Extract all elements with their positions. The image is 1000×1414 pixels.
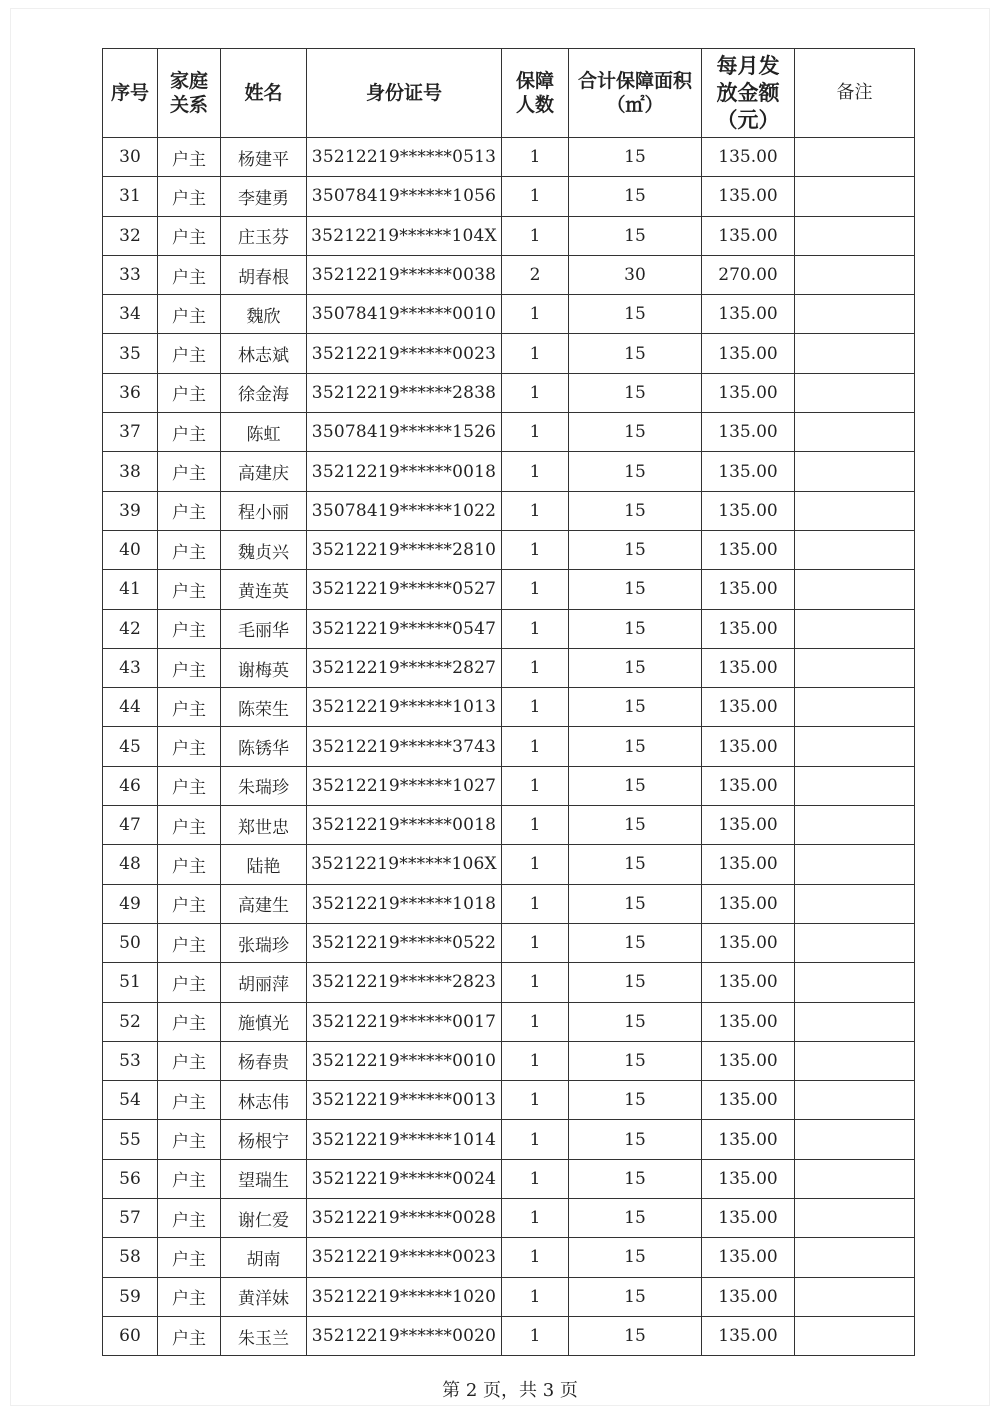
cell-name: 陈虹 bbox=[221, 413, 307, 452]
cell-family-relation: 户主 bbox=[158, 884, 221, 923]
cell-name: 施慎光 bbox=[221, 1002, 307, 1041]
cell-remarks bbox=[795, 923, 915, 962]
cell-monthly-amount: 135.00 bbox=[702, 845, 795, 884]
cell-persons: 1 bbox=[502, 334, 569, 373]
cell-index: 58 bbox=[103, 1238, 158, 1277]
cell-index: 59 bbox=[103, 1277, 158, 1316]
cell-id-number: 35212219******0547 bbox=[307, 609, 502, 648]
header-id-number: 身份证号 bbox=[307, 49, 502, 138]
cell-name: 杨春贵 bbox=[221, 1041, 307, 1080]
cell-family-relation: 户主 bbox=[158, 727, 221, 766]
cell-index: 38 bbox=[103, 452, 158, 491]
cell-index: 30 bbox=[103, 138, 158, 177]
cell-monthly-amount: 135.00 bbox=[702, 648, 795, 687]
cell-remarks bbox=[795, 334, 915, 373]
cell-index: 57 bbox=[103, 1199, 158, 1238]
cell-remarks bbox=[795, 766, 915, 805]
cell-id-number: 35212219******0023 bbox=[307, 334, 502, 373]
cell-index: 49 bbox=[103, 884, 158, 923]
cell-area: 15 bbox=[569, 295, 702, 334]
cell-monthly-amount: 135.00 bbox=[702, 570, 795, 609]
cell-index: 39 bbox=[103, 491, 158, 530]
header-area: 合计保障面积 （㎡） bbox=[569, 49, 702, 138]
table-row bbox=[103, 1002, 915, 1041]
cell-area: 15 bbox=[569, 727, 702, 766]
cell-family-relation: 户主 bbox=[158, 334, 221, 373]
cell-persons: 1 bbox=[502, 1199, 569, 1238]
cell-name: 林志斌 bbox=[221, 334, 307, 373]
cell-name: 魏欣 bbox=[221, 295, 307, 334]
cell-id-number: 35078419******0010 bbox=[307, 295, 502, 334]
cell-persons: 1 bbox=[502, 413, 569, 452]
cell-family-relation: 户主 bbox=[158, 688, 221, 727]
cell-index: 52 bbox=[103, 1002, 158, 1041]
cell-index: 56 bbox=[103, 1159, 158, 1198]
cell-area: 15 bbox=[569, 1199, 702, 1238]
cell-index: 60 bbox=[103, 1316, 158, 1355]
cell-id-number: 35212219******0527 bbox=[307, 570, 502, 609]
cell-id-number: 35212219******2838 bbox=[307, 373, 502, 412]
cell-area: 15 bbox=[569, 1159, 702, 1198]
cell-family-relation: 户主 bbox=[158, 530, 221, 569]
cell-id-number: 35212219******0024 bbox=[307, 1159, 502, 1198]
cell-area: 15 bbox=[569, 963, 702, 1002]
cell-index: 40 bbox=[103, 530, 158, 569]
cell-family-relation: 户主 bbox=[158, 648, 221, 687]
table-row bbox=[103, 255, 915, 294]
cell-persons: 1 bbox=[502, 1316, 569, 1355]
cell-id-number: 35212219******2827 bbox=[307, 648, 502, 687]
cell-persons: 1 bbox=[502, 806, 569, 845]
cell-monthly-amount: 135.00 bbox=[702, 963, 795, 1002]
cell-area: 15 bbox=[569, 1277, 702, 1316]
cell-name: 杨根宁 bbox=[221, 1120, 307, 1159]
cell-monthly-amount: 135.00 bbox=[702, 1238, 795, 1277]
cell-persons: 1 bbox=[502, 1081, 569, 1120]
table-row bbox=[103, 845, 915, 884]
cell-id-number: 35212219******0017 bbox=[307, 1002, 502, 1041]
cell-family-relation: 户主 bbox=[158, 177, 221, 216]
cell-id-number: 35212219******0522 bbox=[307, 923, 502, 962]
cell-area: 15 bbox=[569, 530, 702, 569]
cell-area: 15 bbox=[569, 216, 702, 255]
cell-monthly-amount: 135.00 bbox=[702, 452, 795, 491]
cell-name: 李建勇 bbox=[221, 177, 307, 216]
cell-id-number: 35212219******1018 bbox=[307, 884, 502, 923]
table-row bbox=[103, 648, 915, 687]
cell-name: 黄连英 bbox=[221, 570, 307, 609]
table-row bbox=[103, 1120, 915, 1159]
cell-monthly-amount: 135.00 bbox=[702, 177, 795, 216]
cell-name: 陈荣生 bbox=[221, 688, 307, 727]
cell-remarks bbox=[795, 1316, 915, 1355]
cell-persons: 1 bbox=[502, 1159, 569, 1198]
cell-id-number: 35212219******1013 bbox=[307, 688, 502, 727]
cell-monthly-amount: 135.00 bbox=[702, 884, 795, 923]
cell-id-number: 35212219******106X bbox=[307, 845, 502, 884]
cell-id-number: 35212219******0513 bbox=[307, 138, 502, 177]
cell-remarks bbox=[795, 1081, 915, 1120]
cell-area: 15 bbox=[569, 648, 702, 687]
cell-name: 徐金海 bbox=[221, 373, 307, 412]
cell-family-relation: 户主 bbox=[158, 1159, 221, 1198]
table-row bbox=[103, 1199, 915, 1238]
cell-remarks bbox=[795, 491, 915, 530]
cell-area: 15 bbox=[569, 845, 702, 884]
cell-family-relation: 户主 bbox=[158, 1120, 221, 1159]
cell-monthly-amount: 135.00 bbox=[702, 923, 795, 962]
cell-id-number: 35212219******1020 bbox=[307, 1277, 502, 1316]
cell-monthly-amount: 135.00 bbox=[702, 530, 795, 569]
cell-name: 朱玉兰 bbox=[221, 1316, 307, 1355]
cell-remarks bbox=[795, 295, 915, 334]
cell-id-number: 35212219******0023 bbox=[307, 1238, 502, 1277]
cell-index: 33 bbox=[103, 255, 158, 294]
cell-persons: 1 bbox=[502, 491, 569, 530]
cell-name: 谢梅英 bbox=[221, 648, 307, 687]
cell-index: 34 bbox=[103, 295, 158, 334]
header-remarks: 备注 bbox=[795, 49, 915, 138]
table-row bbox=[103, 177, 915, 216]
table-row bbox=[103, 334, 915, 373]
table-row bbox=[103, 1277, 915, 1316]
table-body bbox=[103, 138, 915, 1356]
cell-monthly-amount: 135.00 bbox=[702, 1041, 795, 1080]
cell-persons: 1 bbox=[502, 688, 569, 727]
cell-family-relation: 户主 bbox=[158, 845, 221, 884]
cell-monthly-amount: 135.00 bbox=[702, 1002, 795, 1041]
cell-name: 高建生 bbox=[221, 884, 307, 923]
table-row bbox=[103, 963, 915, 1002]
cell-persons: 1 bbox=[502, 845, 569, 884]
cell-area: 15 bbox=[569, 1081, 702, 1120]
cell-index: 48 bbox=[103, 845, 158, 884]
cell-persons: 1 bbox=[502, 138, 569, 177]
cell-area: 15 bbox=[569, 688, 702, 727]
cell-remarks bbox=[795, 1041, 915, 1080]
cell-family-relation: 户主 bbox=[158, 452, 221, 491]
cell-monthly-amount: 135.00 bbox=[702, 1316, 795, 1355]
table-row bbox=[103, 1238, 915, 1277]
table-row bbox=[103, 688, 915, 727]
cell-remarks bbox=[795, 845, 915, 884]
cell-persons: 1 bbox=[502, 373, 569, 412]
cell-monthly-amount: 135.00 bbox=[702, 766, 795, 805]
table-row bbox=[103, 1159, 915, 1198]
table-row bbox=[103, 570, 915, 609]
cell-persons: 1 bbox=[502, 609, 569, 648]
table-row bbox=[103, 806, 915, 845]
cell-index: 42 bbox=[103, 609, 158, 648]
page-footer: 第 2 页，共 3 页 bbox=[442, 1380, 578, 1401]
cell-area: 30 bbox=[569, 255, 702, 294]
cell-persons: 1 bbox=[502, 1041, 569, 1080]
cell-index: 51 bbox=[103, 963, 158, 1002]
table-row bbox=[103, 727, 915, 766]
cell-id-number: 35212219******0010 bbox=[307, 1041, 502, 1080]
cell-id-number: 35078419******1056 bbox=[307, 177, 502, 216]
cell-id-number: 35212219******104X bbox=[307, 216, 502, 255]
cell-id-number: 35212219******0018 bbox=[307, 452, 502, 491]
cell-index: 31 bbox=[103, 177, 158, 216]
cell-persons: 1 bbox=[502, 923, 569, 962]
cell-family-relation: 户主 bbox=[158, 963, 221, 1002]
cell-index: 37 bbox=[103, 413, 158, 452]
cell-id-number: 35212219******2823 bbox=[307, 963, 502, 1002]
cell-monthly-amount: 135.00 bbox=[702, 216, 795, 255]
cell-monthly-amount: 135.00 bbox=[702, 806, 795, 845]
cell-persons: 2 bbox=[502, 255, 569, 294]
cell-name: 张瑞珍 bbox=[221, 923, 307, 962]
cell-area: 15 bbox=[569, 452, 702, 491]
cell-id-number: 35212219******0038 bbox=[307, 255, 502, 294]
cell-family-relation: 户主 bbox=[158, 1238, 221, 1277]
header-name: 姓名 bbox=[221, 49, 307, 138]
cell-name: 黄洋妹 bbox=[221, 1277, 307, 1316]
header-persons: 保障 人数 bbox=[502, 49, 569, 138]
cell-area: 15 bbox=[569, 766, 702, 805]
cell-area: 15 bbox=[569, 138, 702, 177]
cell-remarks bbox=[795, 727, 915, 766]
header-index: 序号 bbox=[103, 49, 158, 138]
document-page bbox=[10, 8, 990, 1406]
cell-monthly-amount: 135.00 bbox=[702, 295, 795, 334]
cell-name: 朱瑞珍 bbox=[221, 766, 307, 805]
cell-monthly-amount: 135.00 bbox=[702, 1159, 795, 1198]
cell-monthly-amount: 135.00 bbox=[702, 373, 795, 412]
cell-name: 胡丽萍 bbox=[221, 963, 307, 1002]
cell-family-relation: 户主 bbox=[158, 923, 221, 962]
cell-id-number: 35212219******0028 bbox=[307, 1199, 502, 1238]
cell-remarks bbox=[795, 1199, 915, 1238]
cell-monthly-amount: 135.00 bbox=[702, 1081, 795, 1120]
cell-remarks bbox=[795, 688, 915, 727]
cell-index: 54 bbox=[103, 1081, 158, 1120]
cell-index: 36 bbox=[103, 373, 158, 412]
cell-persons: 1 bbox=[502, 177, 569, 216]
cell-area: 15 bbox=[569, 1316, 702, 1355]
cell-area: 15 bbox=[569, 570, 702, 609]
cell-name: 陈锈华 bbox=[221, 727, 307, 766]
cell-monthly-amount: 135.00 bbox=[702, 491, 795, 530]
cell-id-number: 35212219******0020 bbox=[307, 1316, 502, 1355]
table-row bbox=[103, 413, 915, 452]
cell-family-relation: 户主 bbox=[158, 138, 221, 177]
cell-persons: 1 bbox=[502, 963, 569, 1002]
cell-monthly-amount: 135.00 bbox=[702, 688, 795, 727]
cell-remarks bbox=[795, 530, 915, 569]
cell-remarks bbox=[795, 609, 915, 648]
cell-monthly-amount: 135.00 bbox=[702, 1277, 795, 1316]
cell-monthly-amount: 135.00 bbox=[702, 334, 795, 373]
cell-index: 35 bbox=[103, 334, 158, 373]
cell-name: 谢仁爱 bbox=[221, 1199, 307, 1238]
cell-index: 32 bbox=[103, 216, 158, 255]
cell-name: 胡南 bbox=[221, 1238, 307, 1277]
cell-remarks bbox=[795, 216, 915, 255]
cell-index: 47 bbox=[103, 806, 158, 845]
cell-index: 55 bbox=[103, 1120, 158, 1159]
cell-monthly-amount: 135.00 bbox=[702, 727, 795, 766]
cell-persons: 1 bbox=[502, 766, 569, 805]
cell-persons: 1 bbox=[502, 1277, 569, 1316]
cell-persons: 1 bbox=[502, 884, 569, 923]
cell-family-relation: 户主 bbox=[158, 255, 221, 294]
header-family-relation: 家庭 关系 bbox=[158, 49, 221, 138]
table-row bbox=[103, 452, 915, 491]
header-row bbox=[103, 49, 915, 138]
cell-monthly-amount: 135.00 bbox=[702, 413, 795, 452]
table-row bbox=[103, 491, 915, 530]
cell-family-relation: 户主 bbox=[158, 806, 221, 845]
subsidy-roster-table bbox=[102, 48, 915, 1356]
cell-family-relation: 户主 bbox=[158, 1081, 221, 1120]
table-row bbox=[103, 216, 915, 255]
table-row bbox=[103, 766, 915, 805]
cell-persons: 1 bbox=[502, 1238, 569, 1277]
cell-remarks bbox=[795, 177, 915, 216]
cell-id-number: 35212219******1027 bbox=[307, 766, 502, 805]
cell-remarks bbox=[795, 452, 915, 491]
cell-remarks bbox=[795, 373, 915, 412]
cell-area: 15 bbox=[569, 177, 702, 216]
cell-name: 杨建平 bbox=[221, 138, 307, 177]
cell-family-relation: 户主 bbox=[158, 295, 221, 334]
cell-remarks bbox=[795, 1120, 915, 1159]
table-row bbox=[103, 295, 915, 334]
cell-family-relation: 户主 bbox=[158, 216, 221, 255]
cell-family-relation: 户主 bbox=[158, 609, 221, 648]
cell-index: 46 bbox=[103, 766, 158, 805]
cell-persons: 1 bbox=[502, 452, 569, 491]
cell-area: 15 bbox=[569, 1041, 702, 1080]
cell-monthly-amount: 270.00 bbox=[702, 255, 795, 294]
cell-remarks bbox=[795, 1238, 915, 1277]
cell-family-relation: 户主 bbox=[158, 1041, 221, 1080]
cell-area: 15 bbox=[569, 413, 702, 452]
cell-index: 53 bbox=[103, 1041, 158, 1080]
cell-remarks bbox=[795, 570, 915, 609]
cell-name: 胡春根 bbox=[221, 255, 307, 294]
cell-persons: 1 bbox=[502, 727, 569, 766]
cell-remarks bbox=[795, 1159, 915, 1198]
cell-name: 魏贞兴 bbox=[221, 530, 307, 569]
table-row bbox=[103, 1316, 915, 1355]
cell-persons: 1 bbox=[502, 216, 569, 255]
cell-id-number: 35212219******1014 bbox=[307, 1120, 502, 1159]
table-row bbox=[103, 1041, 915, 1080]
cell-family-relation: 户主 bbox=[158, 1277, 221, 1316]
table-row bbox=[103, 884, 915, 923]
cell-index: 50 bbox=[103, 923, 158, 962]
cell-family-relation: 户主 bbox=[158, 373, 221, 412]
cell-id-number: 35212219******3743 bbox=[307, 727, 502, 766]
cell-persons: 1 bbox=[502, 295, 569, 334]
cell-area: 15 bbox=[569, 884, 702, 923]
cell-monthly-amount: 135.00 bbox=[702, 138, 795, 177]
cell-monthly-amount: 135.00 bbox=[702, 1120, 795, 1159]
cell-remarks bbox=[795, 413, 915, 452]
cell-area: 15 bbox=[569, 373, 702, 412]
cell-family-relation: 户主 bbox=[158, 1316, 221, 1355]
cell-area: 15 bbox=[569, 1120, 702, 1159]
cell-monthly-amount: 135.00 bbox=[702, 609, 795, 648]
cell-family-relation: 户主 bbox=[158, 766, 221, 805]
cell-area: 15 bbox=[569, 806, 702, 845]
cell-name: 林志伟 bbox=[221, 1081, 307, 1120]
cell-index: 45 bbox=[103, 727, 158, 766]
cell-family-relation: 户主 bbox=[158, 491, 221, 530]
cell-name: 庄玉芬 bbox=[221, 216, 307, 255]
cell-name: 高建庆 bbox=[221, 452, 307, 491]
cell-id-number: 35212219******0018 bbox=[307, 806, 502, 845]
cell-remarks bbox=[795, 1002, 915, 1041]
cell-name: 陆艳 bbox=[221, 845, 307, 884]
cell-id-number: 35078419******1022 bbox=[307, 491, 502, 530]
header-monthly-amount: 每月发 放金额 （元） bbox=[702, 49, 795, 138]
cell-area: 15 bbox=[569, 334, 702, 373]
cell-index: 44 bbox=[103, 688, 158, 727]
cell-id-number: 35078419******1526 bbox=[307, 413, 502, 452]
table-header bbox=[103, 49, 915, 138]
cell-area: 15 bbox=[569, 491, 702, 530]
cell-remarks bbox=[795, 138, 915, 177]
cell-remarks bbox=[795, 963, 915, 1002]
cell-family-relation: 户主 bbox=[158, 570, 221, 609]
table-row bbox=[103, 1081, 915, 1120]
cell-persons: 1 bbox=[502, 1120, 569, 1159]
cell-remarks bbox=[795, 255, 915, 294]
cell-id-number: 35212219******0013 bbox=[307, 1081, 502, 1120]
cell-area: 15 bbox=[569, 609, 702, 648]
cell-name: 望瑞生 bbox=[221, 1159, 307, 1198]
table-row bbox=[103, 530, 915, 569]
cell-family-relation: 户主 bbox=[158, 1002, 221, 1041]
cell-persons: 1 bbox=[502, 530, 569, 569]
cell-remarks bbox=[795, 806, 915, 845]
cell-persons: 1 bbox=[502, 648, 569, 687]
cell-area: 15 bbox=[569, 1238, 702, 1277]
cell-monthly-amount: 135.00 bbox=[702, 1199, 795, 1238]
cell-name: 程小丽 bbox=[221, 491, 307, 530]
table-row bbox=[103, 138, 915, 177]
cell-area: 15 bbox=[569, 923, 702, 962]
table-row bbox=[103, 923, 915, 962]
cell-area: 15 bbox=[569, 1002, 702, 1041]
table-row bbox=[103, 609, 915, 648]
cell-persons: 1 bbox=[502, 570, 569, 609]
cell-index: 43 bbox=[103, 648, 158, 687]
cell-remarks bbox=[795, 884, 915, 923]
cell-family-relation: 户主 bbox=[158, 1199, 221, 1238]
cell-id-number: 35212219******2810 bbox=[307, 530, 502, 569]
cell-remarks bbox=[795, 648, 915, 687]
cell-name: 毛丽华 bbox=[221, 609, 307, 648]
table-row bbox=[103, 373, 915, 412]
cell-family-relation: 户主 bbox=[158, 413, 221, 452]
cell-persons: 1 bbox=[502, 1002, 569, 1041]
cell-remarks bbox=[795, 1277, 915, 1316]
cell-index: 41 bbox=[103, 570, 158, 609]
cell-name: 郑世忠 bbox=[221, 806, 307, 845]
